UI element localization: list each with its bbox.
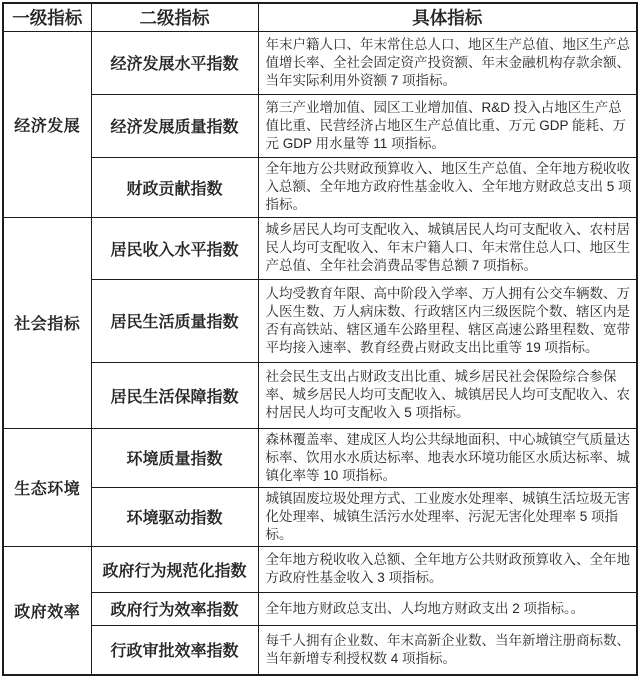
level2-cell: 财政贡献指数	[91, 157, 258, 217]
level2-cell: 经济发展质量指数	[91, 94, 258, 157]
table-row	[3, 157, 637, 217]
level2-cell: 政府行为效率指数	[91, 592, 258, 625]
table-row	[3, 94, 637, 157]
detail-cell: 人均受教育年限、高中阶段入学率、万人拥有公交车辆数、万人医生数、万人病床数、行政辖区内三级医院个数、辖区内是否有高铁站、辖区通车公路里程、辖区高速公路里程数、宽带平均接入速率、教育经费占财政支出比重等 19 项指标。	[258, 279, 637, 362]
level2-cell: 居民收入水平指数	[91, 217, 258, 279]
detail-cell: 城镇固废垃圾处理方式、工业废水处理率、城镇生活垃圾无害化处理率、城镇生活污水处理率、污泥无害化处理率 5 项指标。	[258, 487, 637, 546]
table-row	[3, 362, 637, 428]
table-row	[3, 592, 637, 625]
table-row	[3, 279, 637, 362]
detail-cell: 社会民生支出占财政支出比重、城乡居民社会保险综合参保率、城乡居民人均可支配收入、城镇居民人均可支配收入、农村居民人均可支配收入 5 项指标。	[258, 362, 637, 428]
col-header-level1: 一级指标	[3, 3, 91, 31]
level2-cell: 居民生活保障指数	[91, 362, 258, 428]
table-row	[3, 31, 637, 94]
level2-cell: 环境质量指数	[91, 428, 258, 487]
detail-cell: 城乡居民人均可支配收入、城镇居民人均可支配收入、农村居民人均可支配收入、年末户籍人口、年末常住总人口、地区生产总值、全年社会消费品零售总额 7 项指标。	[258, 217, 637, 279]
col-header-level2: 二级指标	[91, 3, 258, 31]
level2-cell: 政府行为规范化指数	[91, 546, 258, 592]
col-header-detail: 具体指标	[258, 3, 637, 31]
detail-cell: 全年地方税收收入总额、全年地方公共财政预算收入、全年地方政府性基金收入 3 项指标。	[258, 546, 637, 592]
detail-cell: 每千人拥有企业数、年末高新企业数、当年新增注册商标数、当年新增专利授权数 4 项指标。	[258, 625, 637, 675]
table-row	[3, 217, 637, 279]
level1-cell-ecological-environment: 生态环境	[3, 428, 91, 546]
header-row	[3, 3, 637, 31]
detail-cell: 年末户籍人口、年末常住总人口、地区生产总值、地区生产总值增长率、全社会固定资产投资额、年末金融机构存款余额、当年实际利用外资额 7 项指标。	[258, 31, 637, 94]
table-row	[3, 546, 637, 592]
level2-cell: 环境驱动指数	[91, 487, 258, 546]
level1-cell-social-indicators: 社会指标	[3, 217, 91, 428]
table-row	[3, 625, 637, 675]
detail-cell: 森林覆盖率、建成区人均公共绿地面积、中心城镇空气质量达标率、饮用水水质达标率、地表水环境功能区水质达标率、城镇化率等 10 项指标。	[258, 428, 637, 487]
level1-cell-government-efficiency: 政府效率	[3, 546, 91, 675]
level2-cell: 经济发展水平指数	[91, 31, 258, 94]
indicator-table	[2, 2, 638, 676]
level2-cell: 行政审批效率指数	[91, 625, 258, 675]
table-row	[3, 428, 637, 487]
detail-cell: 全年地方公共财政预算收入、地区生产总值、全年地方税收收入总额、全年地方政府性基金收入、全年地方财政总支出 5 项指标。	[258, 157, 637, 217]
table-row	[3, 487, 637, 546]
level2-cell: 居民生活质量指数	[91, 279, 258, 362]
detail-cell: 第三产业增加值、园区工业增加值、R&D 投入占地区生产总值比重、民营经济占地区生产总值比重、万元 GDP 能耗、万元 GDP 用水量等 11 项指标。	[258, 94, 637, 157]
level1-cell-economic-development: 经济发展	[3, 31, 91, 217]
detail-cell: 全年地方财政总支出、人均地方财政支出 2 项指标。。	[258, 592, 637, 625]
